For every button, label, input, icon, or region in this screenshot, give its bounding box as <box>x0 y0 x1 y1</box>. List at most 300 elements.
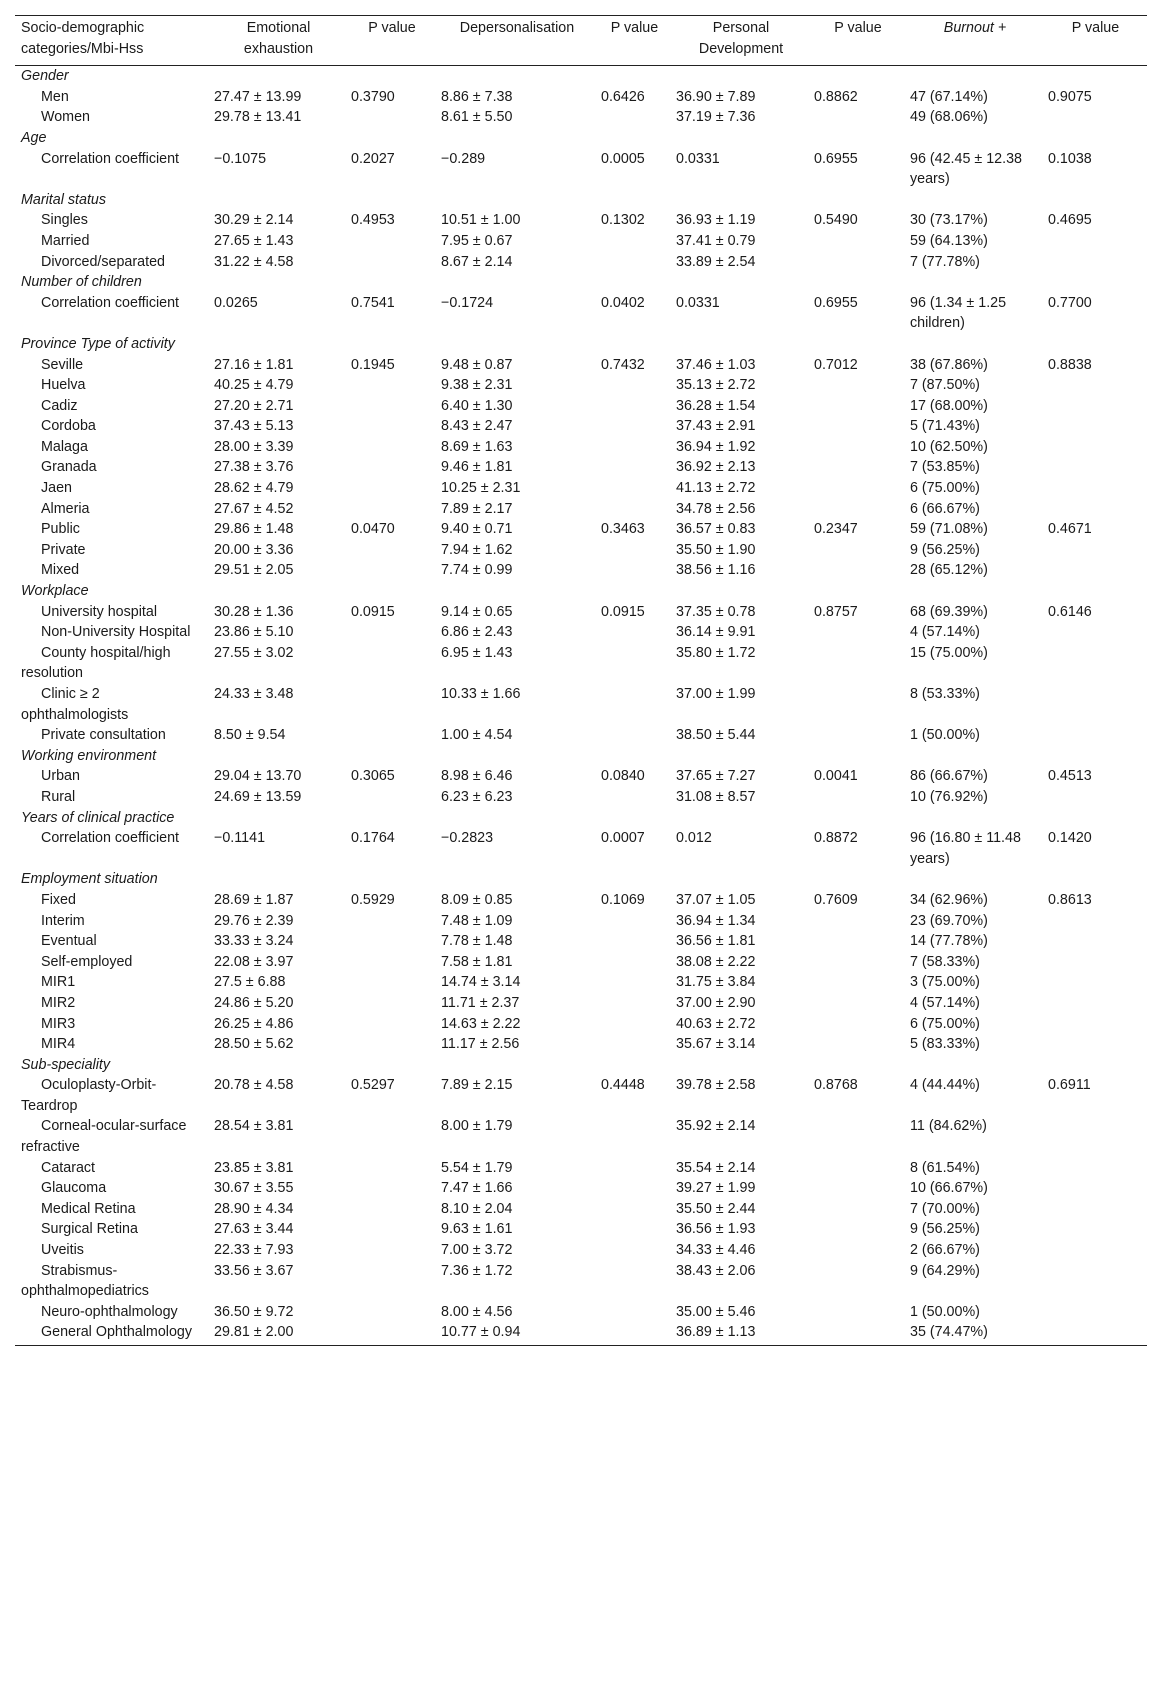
cell-p-value-ee: 0.7541 <box>351 294 395 311</box>
cell-p-value-pd <box>810 1261 906 1302</box>
cell-label <box>15 396 210 417</box>
cell-burnout: 11 (84.62%) <box>910 1118 987 1135</box>
cell-label <box>15 1322 210 1345</box>
cell-p-value-burnout <box>1044 1261 1147 1302</box>
table-row <box>15 911 1147 932</box>
cell-p-value-burnout <box>1044 499 1147 520</box>
cell-p-value-dp <box>597 1199 672 1220</box>
cell-personal-development: 35.92 ± 2.14 <box>676 1118 756 1135</box>
cell-p-value-ee: 0.5297 <box>351 1077 395 1094</box>
row-label: Men <box>41 88 69 105</box>
cell-p-value-burnout <box>1044 540 1147 561</box>
cell-emotional-exhaustion: 33.33 ± 3.24 <box>214 933 294 950</box>
cell-burnout: 7 (70.00%) <box>910 1200 980 1217</box>
cell-depersonalisation: 9.48 ± 0.87 <box>441 356 513 373</box>
cell-label <box>15 828 210 869</box>
cell-label <box>15 149 210 190</box>
category-row <box>15 272 1147 293</box>
cell-personal-development: 36.57 ± 0.83 <box>676 521 756 538</box>
cell-p-value-ee <box>347 499 437 520</box>
cell-label <box>15 725 210 746</box>
table-row <box>15 602 1147 623</box>
cell-personal-development: 36.89 ± 1.13 <box>672 1322 810 1345</box>
category-row <box>15 746 1147 767</box>
cell-label <box>15 1261 210 1302</box>
category-row <box>15 581 1147 602</box>
cell-p-value-pd: 0.6955 <box>814 294 858 311</box>
table-row <box>15 1116 1147 1157</box>
cell-emotional-exhaustion: 22.33 ± 7.93 <box>214 1242 294 1259</box>
cell-p-value-pd <box>810 931 906 952</box>
cell-personal-development: 35.00 ± 5.46 <box>676 1303 756 1320</box>
row-label: General Ophthalmology <box>41 1324 192 1341</box>
cell-burnout: 47 (67.14%) <box>910 88 988 105</box>
row-label: County hospital/high resolution <box>21 644 171 682</box>
table-row <box>15 457 1147 478</box>
cell-p-value-ee: 0.5929 <box>351 891 395 908</box>
cell-depersonalisation: 8.61 ± 5.50 <box>441 109 513 126</box>
cell-emotional-exhaustion: 28.90 ± 4.34 <box>214 1200 294 1217</box>
cell-p-value-dp: 0.6426 <box>601 88 645 105</box>
cell-p-value-burnout: 0.6146 <box>1048 603 1092 620</box>
cell-p-value-dp <box>597 643 672 684</box>
category-label: Gender <box>21 68 69 85</box>
cell-p-value-pd <box>810 1116 906 1157</box>
cell-depersonalisation: 8.86 ± 7.38 <box>441 88 513 105</box>
cell-emotional-exhaustion: 29.81 ± 2.00 <box>210 1322 347 1345</box>
category-label: Marital status <box>21 191 107 208</box>
cell-emotional-exhaustion: 30.29 ± 2.14 <box>214 212 294 229</box>
cell-emotional-exhaustion: 28.62 ± 4.79 <box>214 480 294 497</box>
cell-p-value-burnout <box>1044 643 1147 684</box>
cell-label <box>15 1178 210 1199</box>
cell-p-value-burnout <box>1044 375 1147 396</box>
cell-p-value-dp <box>597 725 672 746</box>
row-label: Urban <box>41 768 80 785</box>
cell-depersonalisation: 6.86 ± 2.43 <box>441 624 513 641</box>
cell-label <box>15 1014 210 1035</box>
row-label: Medical Retina <box>41 1200 136 1217</box>
cell-p-value-ee <box>347 952 437 973</box>
cell-personal-development: 36.94 ± 1.34 <box>676 912 756 929</box>
cell-personal-development: 38.43 ± 2.06 <box>676 1262 756 1279</box>
cell-label <box>15 602 210 623</box>
header-p-value-ee: P value <box>347 16 437 66</box>
cell-p-value-ee <box>347 643 437 684</box>
cell-personal-development: 39.27 ± 1.99 <box>676 1180 756 1197</box>
cell-p-value-dp <box>597 396 672 417</box>
cell-p-value-ee <box>347 1322 437 1345</box>
cell-personal-development: 37.46 ± 1.03 <box>676 356 756 373</box>
table-row <box>15 437 1147 458</box>
cell-p-value-dp <box>597 437 672 458</box>
cell-depersonalisation: 9.46 ± 1.81 <box>441 459 513 476</box>
header-personal-development: Personal Development <box>672 16 810 66</box>
row-label: Almeria <box>41 500 90 517</box>
table-header <box>15 16 1147 66</box>
row-label: Jaen <box>41 480 73 497</box>
cell-p-value-pd <box>810 787 906 808</box>
cell-p-value-burnout <box>1044 684 1147 725</box>
table-row <box>15 1034 1147 1055</box>
cell-personal-development: 36.28 ± 1.54 <box>676 397 756 414</box>
cell-p-value-dp: 0.1302 <box>601 212 645 229</box>
cell-p-value-dp: 0.0840 <box>601 768 645 785</box>
cell-burnout: 7 (77.78%) <box>910 253 980 270</box>
row-label: University hospital <box>41 603 158 620</box>
cell-emotional-exhaustion: 26.25 ± 4.86 <box>214 1015 294 1032</box>
cell-label <box>15 1034 210 1055</box>
cell-burnout: 9 (64.29%) <box>910 1262 980 1279</box>
cell-personal-development: 37.41 ± 0.79 <box>676 232 756 249</box>
cell-p-value-burnout: 0.4695 <box>1048 212 1092 229</box>
cell-p-value-burnout <box>1044 1116 1147 1157</box>
cell-emotional-exhaustion: 8.50 ± 9.54 <box>214 727 286 744</box>
cell-depersonalisation: 7.36 ± 1.72 <box>441 1262 513 1279</box>
cell-personal-development: 0.0331 <box>676 294 720 311</box>
cell-emotional-exhaustion: 20.78 ± 4.58 <box>214 1077 294 1094</box>
cell-p-value-ee <box>347 252 437 273</box>
cell-depersonalisation: 8.00 ± 1.79 <box>441 1118 513 1135</box>
cell-depersonalisation: 6.95 ± 1.43 <box>441 644 513 661</box>
cell-label <box>15 457 210 478</box>
cell-p-value-burnout <box>1044 1199 1147 1220</box>
cell-p-value-pd: 0.6955 <box>814 150 858 167</box>
cell-personal-development: 0.012 <box>676 830 712 847</box>
cell-p-value-dp <box>597 540 672 561</box>
cell-depersonalisation: 8.43 ± 2.47 <box>441 418 513 435</box>
cell-burnout: 86 (66.67%) <box>910 768 988 785</box>
row-label: Fixed <box>41 891 76 908</box>
cell-depersonalisation: 11.17 ± 2.56 <box>441 1036 520 1053</box>
cell-personal-development: 35.50 ± 1.90 <box>676 541 756 558</box>
cell-p-value-dp <box>597 375 672 396</box>
cell-p-value-burnout <box>1044 437 1147 458</box>
cell-personal-development: 36.56 ± 1.81 <box>676 933 756 950</box>
cell-p-value-pd <box>810 396 906 417</box>
cell-p-value-burnout <box>1044 1322 1147 1345</box>
table-row <box>15 787 1147 808</box>
cell-p-value-ee <box>347 375 437 396</box>
cell-label <box>15 622 210 643</box>
cell-label <box>15 952 210 973</box>
cell-personal-development: 38.56 ± 1.16 <box>676 562 756 579</box>
cell-label <box>15 416 210 437</box>
cell-p-value-pd <box>810 1219 906 1240</box>
cell-p-value-pd: 0.0041 <box>814 768 858 785</box>
cell-p-value-dp: 0.3463 <box>601 521 645 538</box>
cell-emotional-exhaustion: 27.38 ± 3.76 <box>214 459 294 476</box>
cell-personal-development: 37.00 ± 2.90 <box>676 994 756 1011</box>
cell-p-value-ee <box>347 1219 437 1240</box>
cell-p-value-burnout <box>1044 993 1147 1014</box>
cell-burnout: 14 (77.78%) <box>910 933 988 950</box>
cell-p-value-dp <box>597 911 672 932</box>
category-row <box>15 66 1147 87</box>
cell-depersonalisation: 10.33 ± 1.66 <box>441 686 521 702</box>
cell-burnout: 6 (66.67%) <box>910 500 980 517</box>
cell-p-value-dp <box>597 1116 672 1157</box>
cell-emotional-exhaustion: 29.78 ± 13.41 <box>214 109 302 126</box>
cell-p-value-ee <box>347 931 437 952</box>
cell-depersonalisation: 8.67 ± 2.14 <box>441 253 513 270</box>
cell-p-value-pd: 0.8862 <box>814 88 858 105</box>
cell-burnout: 1 (50.00%) <box>910 1303 980 1320</box>
row-label: Public <box>41 521 80 538</box>
cell-p-value-pd: 0.8872 <box>814 830 858 847</box>
cell-depersonalisation: 14.74 ± 3.14 <box>441 974 521 991</box>
cell-p-value-pd <box>810 643 906 684</box>
cell-label <box>15 293 210 334</box>
table-row <box>15 231 1147 252</box>
row-label: Glaucoma <box>41 1180 107 1197</box>
cell-p-value-burnout: 0.6911 <box>1048 1077 1091 1094</box>
cell-burnout: 3 (75.00%) <box>910 974 980 991</box>
cell-personal-development: 36.90 ± 7.89 <box>676 88 756 105</box>
table-row <box>15 478 1147 499</box>
cell-p-value-burnout: 0.4671 <box>1048 521 1092 538</box>
row-label: Strabismus-ophthalmopediatrics <box>21 1262 149 1300</box>
table-row <box>15 1240 1147 1261</box>
table-row <box>15 972 1147 993</box>
category-row <box>15 128 1147 149</box>
cell-depersonalisation: 7.89 ± 2.17 <box>441 500 513 517</box>
table-row <box>15 1158 1147 1179</box>
cell-p-value-pd <box>810 499 906 520</box>
cell-emotional-exhaustion: 33.56 ± 3.67 <box>214 1262 294 1279</box>
cell-personal-development: 35.54 ± 2.14 <box>676 1159 756 1176</box>
cell-p-value-dp <box>597 1322 672 1345</box>
cell-p-value-dp <box>597 231 672 252</box>
cell-p-value-ee: 0.2027 <box>351 150 395 167</box>
cell-label <box>15 375 210 396</box>
cell-emotional-exhaustion: 27.16 ± 1.81 <box>214 356 294 373</box>
cell-emotional-exhaustion: 20.00 ± 3.36 <box>214 541 294 558</box>
cell-p-value-pd: 0.8757 <box>814 603 858 620</box>
cell-p-value-ee <box>347 1014 437 1035</box>
table-row <box>15 1302 1147 1323</box>
row-label: Clinic ≥ 2 ophthalmologists <box>21 686 129 723</box>
cell-depersonalisation: 8.10 ± 2.04 <box>441 1200 513 1217</box>
header-depersonalisation: Depersonalisation <box>437 16 597 66</box>
cell-emotional-exhaustion: 36.50 ± 9.72 <box>214 1303 294 1320</box>
table-row <box>15 416 1147 437</box>
cell-depersonalisation: 7.00 ± 3.72 <box>441 1242 513 1259</box>
cell-p-value-burnout <box>1044 252 1147 273</box>
cell-p-value-burnout <box>1044 952 1147 973</box>
cell-label <box>15 787 210 808</box>
header-p-value-burnout: P value <box>1044 16 1147 66</box>
cell-label <box>15 1219 210 1240</box>
cell-label <box>15 478 210 499</box>
cell-label <box>15 252 210 273</box>
cell-p-value-burnout <box>1044 416 1147 437</box>
row-label: Married <box>41 232 90 249</box>
cell-p-value-dp <box>597 787 672 808</box>
table-row <box>15 1219 1147 1240</box>
table-row <box>15 1261 1147 1302</box>
header-p-value-pd: P value <box>810 16 906 66</box>
cell-burnout: 38 (67.86%) <box>910 356 988 373</box>
cell-p-value-dp <box>597 1219 672 1240</box>
table-row <box>15 828 1147 869</box>
cell-p-value-ee <box>347 416 437 437</box>
cell-depersonalisation: 7.78 ± 1.48 <box>441 933 513 950</box>
cell-p-value-dp <box>597 478 672 499</box>
cell-p-value-pd: 0.2347 <box>814 521 858 538</box>
cell-emotional-exhaustion: 27.47 ± 13.99 <box>214 88 302 105</box>
burnout-table <box>15 15 1147 1346</box>
category-label: Sub-speciality <box>21 1056 110 1073</box>
cell-personal-development: 40.63 ± 2.72 <box>676 1015 756 1032</box>
cell-depersonalisation: 6.40 ± 1.30 <box>441 397 513 414</box>
cell-emotional-exhaustion: 40.25 ± 4.79 <box>214 377 294 394</box>
row-label: Women <box>41 109 90 126</box>
row-label: MIR3 <box>41 1015 76 1032</box>
cell-label <box>15 931 210 952</box>
row-label: Interim <box>41 912 85 929</box>
cell-emotional-exhaustion: 30.67 ± 3.55 <box>214 1180 294 1197</box>
cell-p-value-pd <box>810 540 906 561</box>
cell-depersonalisation: −0.2823 <box>441 830 494 847</box>
cell-emotional-exhaustion: 37.43 ± 5.13 <box>214 418 294 435</box>
cell-p-value-dp <box>597 931 672 952</box>
cell-personal-development: 36.93 ± 1.19 <box>676 212 756 229</box>
category-label: Number of children <box>21 274 142 291</box>
cell-personal-development: 35.80 ± 1.72 <box>676 644 756 661</box>
cell-p-value-ee <box>347 1034 437 1055</box>
cell-depersonalisation: 10.25 ± 2.31 <box>441 480 521 497</box>
cell-emotional-exhaustion: 30.28 ± 1.36 <box>214 603 294 620</box>
cell-p-value-ee <box>347 911 437 932</box>
cell-p-value-burnout <box>1044 560 1147 581</box>
cell-p-value-ee <box>347 437 437 458</box>
cell-p-value-pd <box>810 252 906 273</box>
cell-depersonalisation: 8.00 ± 4.56 <box>441 1303 513 1320</box>
row-label: Correlation coefficient <box>41 830 180 847</box>
cell-p-value-burnout: 0.9075 <box>1048 88 1092 105</box>
table-row <box>15 560 1147 581</box>
cell-burnout: 4 (57.14%) <box>910 624 980 641</box>
cell-p-value-ee: 0.1945 <box>351 356 395 373</box>
table-row <box>15 952 1147 973</box>
cell-p-value-dp <box>597 560 672 581</box>
row-label: Divorced/separated <box>41 253 165 270</box>
table-row <box>15 684 1147 725</box>
header-burnout: Burnout + <box>906 16 1044 66</box>
cell-burnout: 6 (75.00%) <box>910 480 980 497</box>
cell-p-value-burnout: 0.7700 <box>1048 294 1092 311</box>
table-row <box>15 1178 1147 1199</box>
cell-label <box>15 87 210 108</box>
cell-emotional-exhaustion: 22.08 ± 3.97 <box>214 953 294 970</box>
cell-p-value-dp <box>597 499 672 520</box>
cell-p-value-dp <box>597 1261 672 1302</box>
cell-burnout: 28 (65.12%) <box>910 562 988 579</box>
category-label: Province Type of activity <box>21 335 175 352</box>
row-label: MIR1 <box>41 974 76 991</box>
cell-depersonalisation: 10.77 ± 0.94 <box>437 1322 597 1345</box>
cell-p-value-burnout <box>1044 457 1147 478</box>
cell-personal-development: 33.89 ± 2.54 <box>676 253 756 270</box>
cell-emotional-exhaustion: 31.22 ± 4.58 <box>214 253 294 270</box>
cell-burnout: 9 (56.25%) <box>910 1221 980 1238</box>
cell-p-value-dp <box>597 622 672 643</box>
cell-emotional-exhaustion: −0.1141 <box>214 830 266 847</box>
cell-p-value-pd <box>810 478 906 499</box>
cell-p-value-dp: 0.0915 <box>601 603 645 620</box>
table-row <box>15 540 1147 561</box>
cell-burnout: 7 (53.85%) <box>910 459 980 476</box>
cell-depersonalisation: 7.95 ± 0.67 <box>441 232 513 249</box>
table-row <box>15 1014 1147 1035</box>
cell-p-value-ee <box>347 622 437 643</box>
cell-p-value-pd <box>810 1199 906 1220</box>
cell-burnout: 59 (64.13%) <box>910 232 988 249</box>
table-row <box>15 766 1147 787</box>
cell-p-value-ee <box>347 1158 437 1179</box>
cell-burnout: 49 (68.06%) <box>910 109 988 126</box>
cell-p-value-dp <box>597 1014 672 1035</box>
cell-label <box>15 890 210 911</box>
table-row <box>15 107 1147 128</box>
cell-depersonalisation: 1.00 ± 4.54 <box>441 727 513 744</box>
cell-p-value-dp <box>597 1034 672 1055</box>
cell-burnout: 10 (62.50%) <box>910 438 988 455</box>
cell-p-value-ee <box>347 787 437 808</box>
cell-p-value-dp <box>597 952 672 973</box>
row-label: MIR2 <box>41 994 76 1011</box>
cell-p-value-pd <box>810 972 906 993</box>
cell-depersonalisation: 9.40 ± 0.71 <box>441 521 513 538</box>
category-label: Employment situation <box>21 871 158 888</box>
cell-p-value-ee <box>347 1261 437 1302</box>
cell-p-value-pd <box>810 1178 906 1199</box>
cell-p-value-burnout <box>1044 622 1147 643</box>
cell-p-value-dp <box>597 107 672 128</box>
cell-burnout: 23 (69.70%) <box>910 912 988 929</box>
cell-personal-development: 41.13 ± 2.72 <box>676 480 756 497</box>
cell-p-value-ee <box>347 972 437 993</box>
row-label: Private <box>41 541 86 558</box>
cell-p-value-dp <box>597 684 672 725</box>
table-row <box>15 890 1147 911</box>
cell-label <box>15 355 210 376</box>
cell-label <box>15 1302 210 1323</box>
table-row <box>15 1322 1147 1345</box>
cell-p-value-pd <box>810 457 906 478</box>
cell-label <box>15 231 210 252</box>
table-row <box>15 210 1147 231</box>
cell-p-value-pd: 0.8768 <box>814 1077 858 1094</box>
cell-p-value-pd <box>810 107 906 128</box>
row-label: Seville <box>41 356 84 373</box>
row-label: Malaga <box>41 438 88 455</box>
cell-depersonalisation: 11.71 ± 2.37 <box>441 994 520 1011</box>
category-row <box>15 190 1147 211</box>
row-label: Eventual <box>41 933 97 950</box>
row-label: Private consultation <box>41 727 166 744</box>
cell-depersonalisation: 14.63 ± 2.22 <box>441 1015 521 1032</box>
table-row <box>15 993 1147 1014</box>
table-row <box>15 725 1147 746</box>
row-label: Huelva <box>41 377 86 394</box>
cell-p-value-ee: 0.3790 <box>351 88 395 105</box>
cell-depersonalisation: 6.23 ± 6.23 <box>441 788 513 805</box>
cell-label <box>15 560 210 581</box>
table-row <box>15 622 1147 643</box>
cell-burnout: 30 (73.17%) <box>910 212 988 229</box>
